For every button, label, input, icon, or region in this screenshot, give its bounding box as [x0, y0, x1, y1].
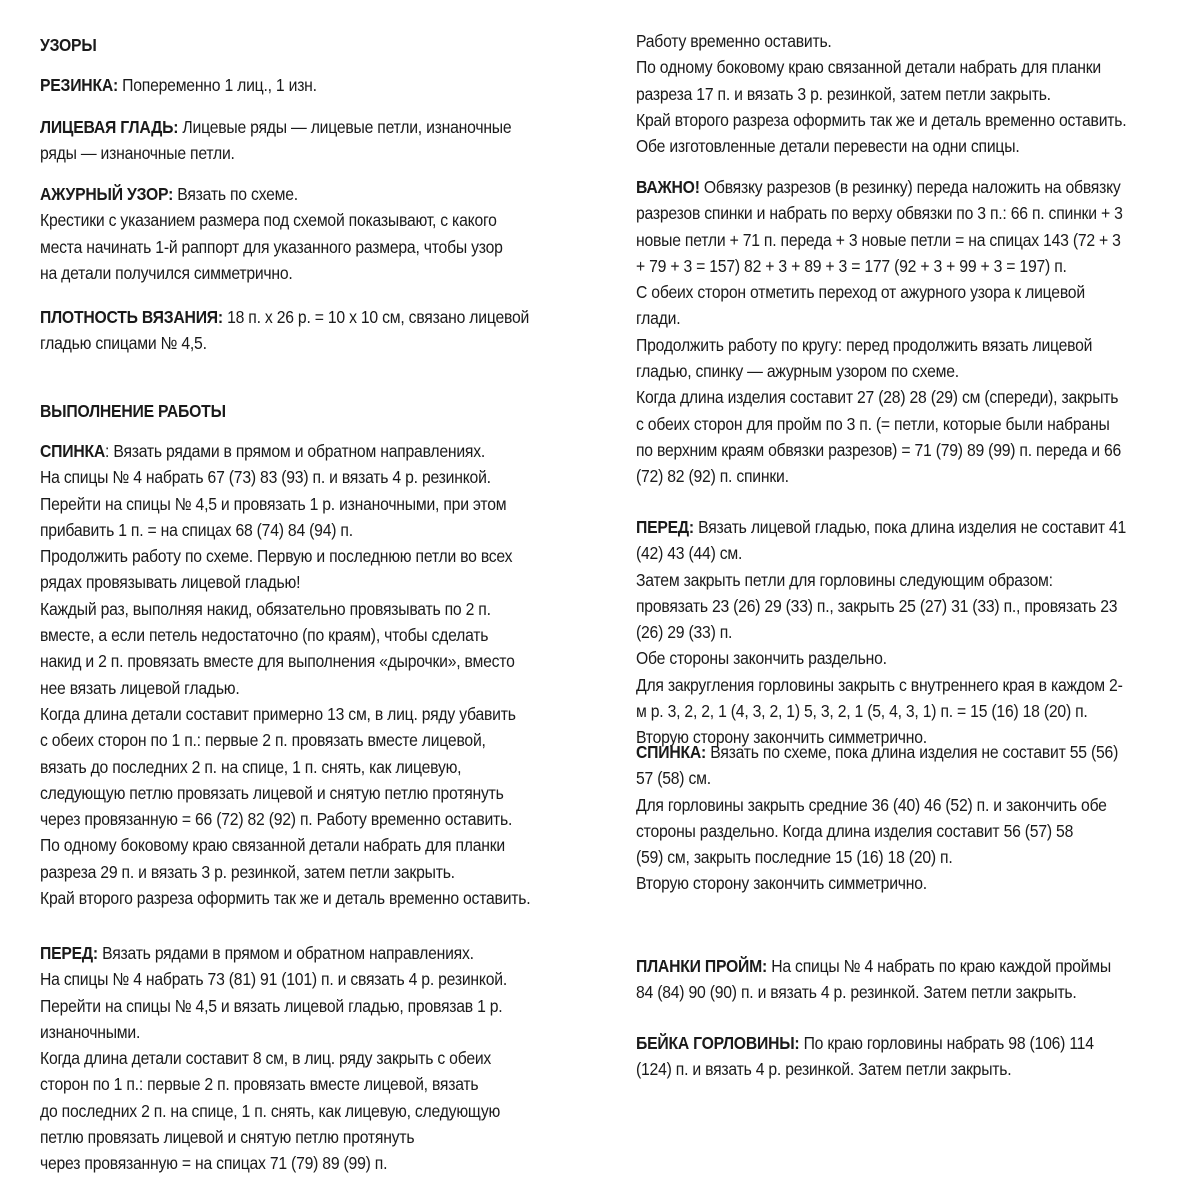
vazhno-line: новые петли + 71 п. переда + 3 новые петли = на спицах 143 (72 + 3 — [636, 229, 1121, 250]
spinka-line: Каждый раз, выполняя накид, обязательно провязывать по 2 п. — [40, 598, 491, 619]
spinka-line: Перейти на спицы № 4,5 и провязать 1 р. изнаночными, при этом — [40, 493, 507, 514]
pered2-line: провязать 23 (26) 29 (33) п., закрыть 25 (27) 31 (33) п., провязать 23 — [636, 595, 1118, 616]
vazhno-line: разрезов спинки и набрать по верху обвязки по 3 п.: 66 п. спинки + 3 — [636, 203, 1123, 224]
pered2-line: (26) 29 (33) п. — [636, 622, 733, 643]
beika-text: По краю горловины набрать 98 (106) 114 — [799, 1033, 1094, 1053]
azhur-label: АЖУРНЫЙ УЗОР: — [40, 184, 174, 204]
spinka-line: с обеих сторон по 1 п.: первые 2 п. провязать вместе лицевой, — [40, 730, 486, 751]
section-spinka-right — [636, 739, 1166, 897]
plotnost-text: 18 п. х 26 р. = 10 х 10 см, связано лицевой — [222, 307, 530, 327]
spinka-line: вместе, а если петель недостаточно (по краям), чтобы сделать — [40, 625, 489, 646]
spinka-text: : Вязать рядами в прямом и обратном направлениях. — [105, 441, 486, 461]
vazhno-line: (72) 82 (92) п. спинки. — [636, 466, 789, 487]
vazhno-line: гладью, спинку — ажурным узором по схеме. — [636, 361, 959, 382]
spinka2-line: Вторую сторону закончить симметрично. — [636, 873, 927, 894]
azhur-text: места начинать 1-й раппорт для указанного размера, чтобы узор — [40, 236, 503, 257]
rezinka-text: Попеременно 1 лиц., 1 изн. — [118, 75, 317, 95]
section-gladj — [40, 114, 580, 167]
vazhno-line: с обеих сторон для пройм по 3 п. (= петли, которые были набраны — [636, 413, 1110, 434]
spinka-label: СПИНКА — [40, 441, 106, 461]
spinka-line: через провязанную = 66 (72) 82 (92) п. Работу временно оставить. — [40, 809, 513, 830]
spinka-line: накид и 2 п. провязать вместе для выполнения «дырочки», вместо — [40, 651, 515, 672]
section-plotnost — [40, 304, 580, 357]
beika-label: БЕЙКА ГОРЛОВИНЫ: — [636, 1033, 800, 1053]
planki-text: На спицы № 4 набрать по краю каждой проймы — [767, 956, 1111, 976]
vazhno-line: + 79 + 3 = 157) 82 + 3 + 89 + 3 = 177 (92 + 3 + 99 + 3 = 197) п. — [636, 255, 1067, 276]
intro-line: разреза 17 п. и вязать 3 р. резинкой, затем петли закрыть. — [636, 83, 1051, 104]
azhur-text: Крестики с указанием размера под схемой показывают, с какого — [40, 210, 497, 231]
spinka-line: разреза 29 п. и вязать 3 р. резинкой, затем петли закрыть. — [40, 861, 455, 882]
vazhno-line: Когда длина изделия составит 27 (28) 28 (29) см (спереди), закрыть — [636, 387, 1119, 408]
spinka2-line: 57 (58) см. — [636, 768, 711, 789]
rezinka-label: РЕЗИНКА: — [40, 75, 119, 95]
section-uzory — [40, 32, 580, 58]
spinka-line: На спицы № 4 набрать 67 (73) 83 (93) п. и вязать 4 р. резинкой. — [40, 467, 491, 488]
spinka-line: нее вязать лицевой гладью. — [40, 677, 240, 698]
pered2-text: Вязать лицевой гладью, пока длина изделия не составит 41 — [693, 517, 1127, 537]
spinka-line: прибавить 1 п. = на спицах 68 (74) 84 (94) п. — [40, 519, 353, 540]
pered2-line: Обе стороны закончить раздельно. — [636, 648, 887, 669]
section-azhur — [40, 181, 580, 286]
pered2-line: м р. 3, 2, 2, 1 (4, 3, 2, 1) 5, 3, 2, 1 (5, 4, 3, 1) п. = 15 (16) 18 (20) п. — [636, 701, 1088, 722]
section-planki — [636, 953, 1166, 1006]
pered-label: ПЕРЕД: — [40, 943, 98, 963]
planki-label: ПЛАНКИ ПРОЙМ: — [636, 956, 768, 976]
planki-text: 84 (84) 90 (90) п. и вязать 4 р. резинкой. Затем петли закрыть. — [636, 982, 1077, 1003]
vazhno-line: по верхним краям обвязки разрезов) = 71 (79) 89 (99) п. переда и 66 — [636, 439, 1122, 460]
section-vypolnenie — [40, 398, 580, 424]
pered2-line: Для закругления горловины закрыть с внутреннего края в каждом 2- — [636, 674, 1123, 695]
spinka2-line: Для горловины закрыть средние 36 (40) 46 (52) п. и закончить обе — [636, 794, 1107, 815]
pered-line: Перейти на спицы № 4,5 и вязать лицевой гладью, провязав 1 р. — [40, 995, 503, 1016]
spinka-line: следующую петлю провязать лицевой и снятую петлю протянуть — [40, 782, 504, 803]
gladj-text: ряды — изнаночные петли. — [40, 143, 235, 164]
gladj-label: ЛИЦЕВАЯ ГЛАДЬ: — [40, 117, 179, 137]
section-pered — [40, 940, 580, 1177]
spinka-line: Когда длина детали составит примерно 13 см, в лиц. ряду убавить — [40, 703, 516, 724]
spinka-line: Край второго разреза оформить так же и деталь временно оставить. — [40, 888, 531, 909]
pered-line: сторон по 1 п.: первые 2 п. провязать вместе лицевой, вязать — [40, 1074, 479, 1095]
beika-text: (124) п. и вязать 4 р. резинкой. Затем петли закрыть. — [636, 1059, 1012, 1080]
pered2-line: (42) 43 (44) см. — [636, 543, 743, 564]
pered-line: через провязанную = на спицах 71 (79) 89 (99) п. — [40, 1153, 388, 1174]
intro-line: По одному боковому краю связанной детали набрать для планки — [636, 57, 1102, 78]
vazhno-line: глади. — [636, 308, 681, 329]
spinka-line: рядах провязывать лицевой гладью! — [40, 572, 301, 593]
spinka2-label: СПИНКА: — [636, 742, 707, 762]
spinka-line: По одному боковому краю связанной детали набрать для планки — [40, 835, 506, 856]
vazhno-text: Обвязку разрезов (в резинку) переда наложить на обвязку — [699, 177, 1121, 197]
uzory-heading: УЗОРЫ — [40, 35, 97, 55]
pered2-label: ПЕРЕД: — [636, 517, 694, 537]
plotnost-text: гладью спицами № 4,5. — [40, 333, 207, 354]
intro-line: Обе изготовленные детали перевести на одни спицы. — [636, 136, 1020, 157]
spinka-line: Продолжить работу по схеме. Первую и последнюю петли во всех — [40, 546, 513, 567]
pered-line: петлю провязать лицевой и снятую петлю протянуть — [40, 1127, 415, 1148]
vazhno-label: ВАЖНО! — [636, 177, 700, 197]
vazhno-line: С обеих сторон отметить переход от ажурного узора к лицевой — [636, 282, 1085, 303]
plotnost-label: ПЛОТНОСТЬ ВЯЗАНИЯ: — [40, 307, 223, 327]
spinka2-line: стороны раздельно. Когда длина изделия составит 56 (57) 58 — [636, 820, 1074, 841]
pered-line: изнаночными. — [40, 1021, 141, 1042]
pered-line: до последних 2 п. на спице, 1 п. снять, как лицевую, следующую — [40, 1100, 501, 1121]
spinka-line: вязать до последних 2 п. на спице, 1 п. снять, как лицевую, — [40, 756, 462, 777]
azhur-text: Вязать по схеме. — [173, 184, 298, 204]
pered-line: На спицы № 4 набрать 73 (81) 91 (101) п. и связать 4 р. резинкой. — [40, 969, 508, 990]
section-rezinka — [40, 72, 580, 98]
section-spinka — [40, 438, 580, 911]
pered-text: Вязать рядами в прямом и обратном направлениях. — [97, 943, 474, 963]
gladj-text: Лицевые ряды — лицевые петли, изнаночные — [178, 117, 512, 137]
azhur-text: на детали получился симметрично. — [40, 262, 293, 283]
section-intro — [636, 28, 1166, 159]
pered2-line: Вторую сторону закончить симметрично. — [636, 727, 927, 748]
spinka2-text: Вязать по схеме, пока длина изделия не составит 55 (56) — [706, 742, 1119, 762]
vazhno-line: Продолжить работу по кругу: перед продолжить вязать лицевой — [636, 334, 1093, 355]
section-beika — [636, 1030, 1166, 1083]
intro-line: Работу временно оставить. — [636, 31, 832, 51]
intro-line: Край второго разреза оформить так же и деталь временно оставить. — [636, 109, 1127, 130]
section-pered-right — [636, 514, 1166, 751]
spinka2-line: (59) см, закрыть последние 15 (16) 18 (20) п. — [636, 847, 953, 868]
vypolnenie-heading: ВЫПОЛНЕНИЕ РАБОТЫ — [40, 401, 226, 421]
pered-line: Когда длина детали составит 8 см, в лиц. ряду закрыть с обеих — [40, 1048, 492, 1069]
section-vazhno — [636, 174, 1166, 490]
pered2-line: Затем закрыть петли для горловины следующим образом: — [636, 569, 1053, 590]
